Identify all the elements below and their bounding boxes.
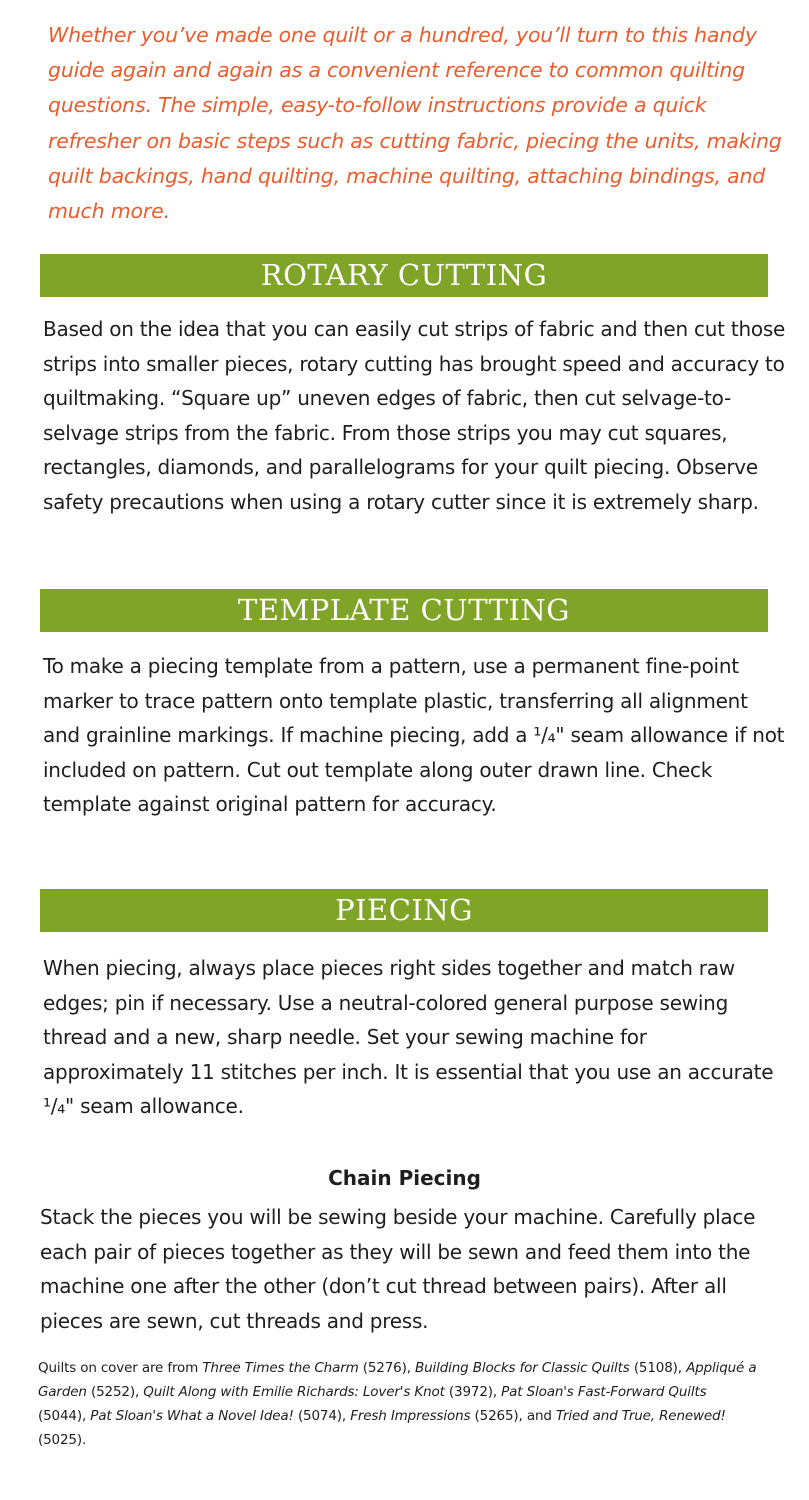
book-title: Pat Sloan's What a Novel Idea! [90,1408,294,1424]
rotary-cutting-body: Based on the idea that you can easily cut strips of fabric and then cut those strips into smaller pieces, rotary cutting has brought speed and accuracy to quiltmaking. “Square up” uneven edges of fabric, then cut selvage-to-selvage strips from the fabric. From those strips you may cut squares, rectangles, diamonds, and parallelograms for your quilt piecing. Observe safety precautions when using a rotary cutter since it is extremely sharp. [43,317,786,514]
book-title: Appliqué a Garden [38,1360,757,1400]
chain-piecing-body: Stack the pieces you will be sewing beside your machine. Carefully place each pair of pieces together as they will be sewn and feed them into the machine one after the other (don’t cut thread between pairs). After all pieces are sewn, cut threads and press. [40,1205,756,1333]
chain-piecing-subheading: Chain Piecing [328,1166,481,1190]
book-code: (5025). [38,1432,87,1448]
book-title: Tried and True, Renewed! [555,1408,726,1424]
book-code: (5074), [293,1408,351,1424]
book-code: (5044), [38,1408,91,1424]
template-cutting-body: To make a piecing template from a pattern, use a permanent fine-point marker to trace pattern onto template plastic, transferring all alignment and grainline markings. If machine piecing, add a ¹/₄" seam allowance if not included on pattern. Cut out template along outer drawn line. Check template against original pattern for accuracy. [43,654,785,816]
book-code: (5265), and [470,1408,556,1424]
piecing-body: When piecing, always place pieces right sides together and match raw edges; pin if necessary. Use a neutral-colored general purpose sewing thread and a new, sharp needle. Set your sewing machine for approximately 11 stitches per inch. It is essential that you use an accurate ¹/₄" seam allowance. [43,956,774,1118]
book-title: Three Times the Charm [202,1360,359,1376]
book-title: Quilt Along with Emilie Richards: Lover's Knot [143,1384,445,1400]
rotary-cutting-heading: ROTARY CUTTING [40,254,768,297]
book-title: Building Blocks for Classic Quilts [415,1360,630,1376]
book-code: (3972), [444,1384,502,1400]
book-title: Fresh Impressions [350,1408,471,1424]
template-cutting-heading: TEMPLATE CUTTING [40,589,768,632]
intro-paragraph: Whether you’ve made one quilt or a hundred, you’ll turn to this handy guide again and again as a convenient reference to common quilting questions. The simple, easy-to-follow instructions provide a quick refresher on basic steps such as cutting fabric, piecing the units, making quilt backings, hand quilting, machine quilting, attaching bindings, and much more. [48,23,782,224]
footnote-prefix: Quilts on cover are from [38,1360,203,1376]
book-code: (5252), [86,1384,144,1400]
book-title: Pat Sloan's Fast-Forward Quilts [501,1384,707,1400]
piecing-heading: PIECING [40,889,768,932]
book-code: (5108), [629,1360,687,1376]
book-code: (5276), [358,1360,416,1376]
cover-credits-footnote [38,1356,758,1452]
